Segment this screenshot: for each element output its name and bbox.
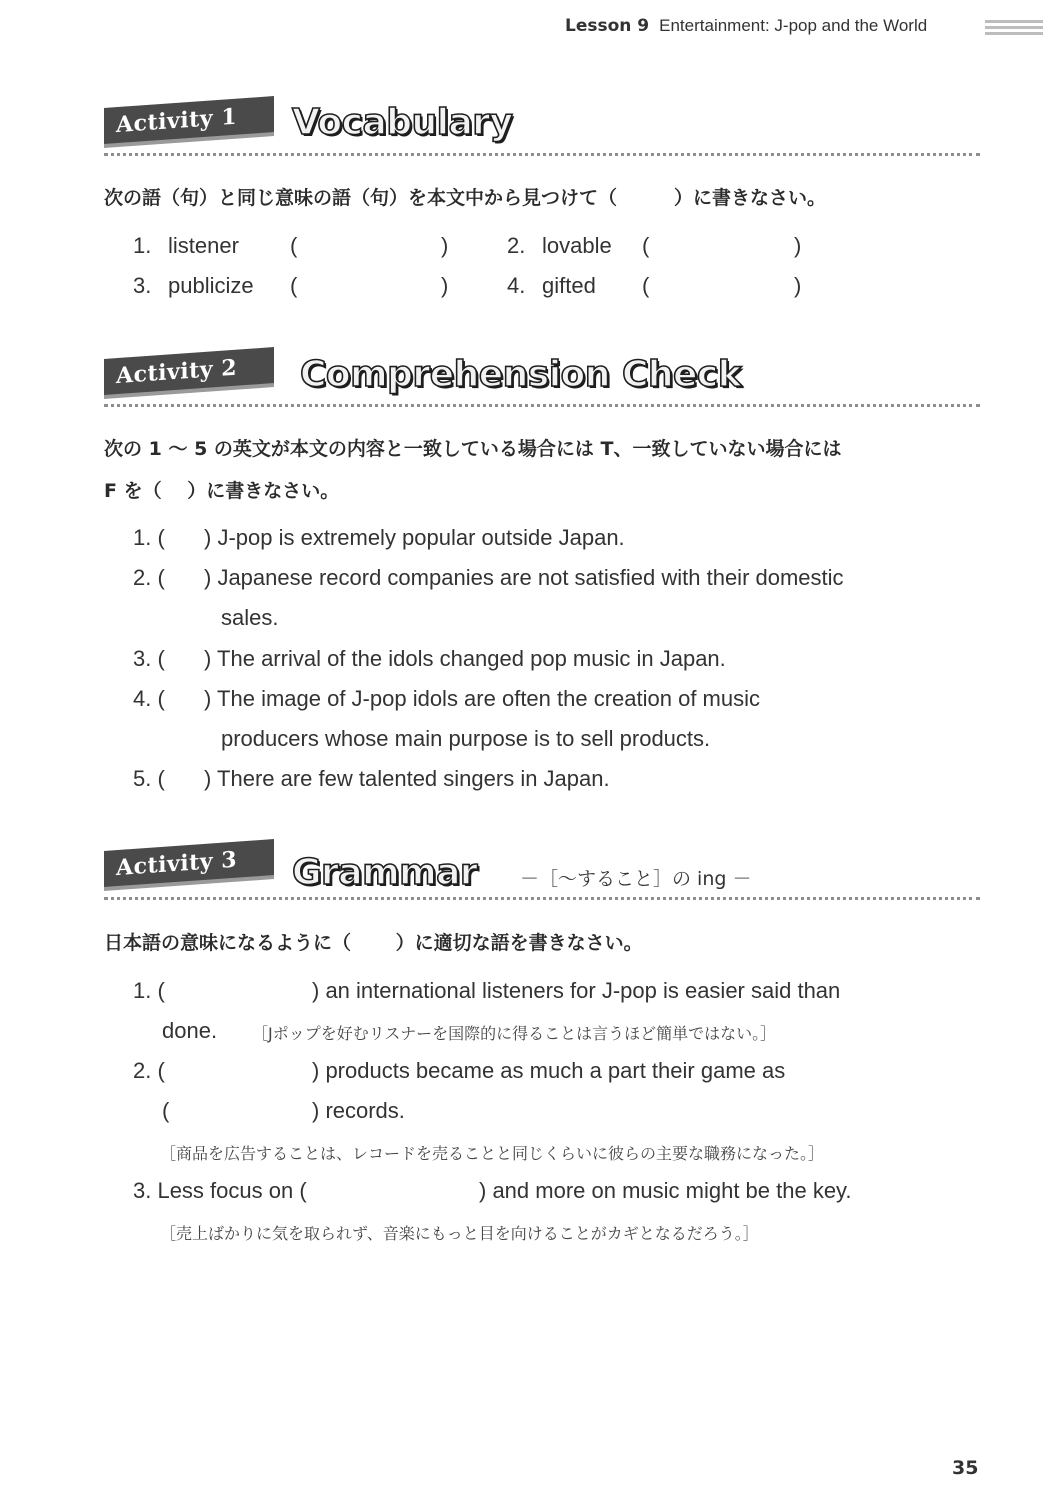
japanese-translation: ［売上ばかりに気を取られず、音楽にもっと目を向けることがカギとなるだろう。］	[160, 1224, 759, 1243]
item-text: ) The image of J-pop idols are often the creation of music	[204, 686, 760, 711]
activity3-title: Grammar	[292, 852, 478, 893]
lesson-label: Lesson 9	[565, 16, 650, 36]
item-number: 1. (	[133, 978, 165, 1003]
activity1-title: Vocabulary	[292, 102, 513, 143]
item-text: ) products became as much a part their game as	[312, 1058, 786, 1083]
item-text-continuation: sales.	[221, 605, 279, 630]
activity3-subtitle: －［～すること］の ing －	[520, 868, 752, 890]
paren-open: (	[162, 1098, 170, 1123]
item-text: ) Japanese record companies are not satisfied with their domestic	[204, 565, 844, 590]
item-text: ) and more on music might be the key.	[479, 1178, 852, 1203]
item-text: ) J-pop is extremely popular outside Japan.	[204, 525, 625, 550]
vocab-num: 4.	[507, 273, 526, 298]
activity1-instruction: 次の語（句）と同じ意味の語（句）を本文中から見つけて（ ）に書きなさい。	[104, 187, 827, 209]
header-bars-decoration	[985, 20, 1043, 38]
activity2-instruction-line1: 次の 1 ～ 5 の英文が本文の内容と一致している場合には T、一致していない場合には	[104, 438, 842, 460]
activity2-title: Comprehension Check	[300, 354, 742, 395]
paren-open: (	[642, 233, 650, 258]
divider	[104, 897, 980, 900]
vocab-word: lovable	[542, 233, 612, 258]
item-number: 2. (	[133, 1058, 165, 1083]
page-number: 35	[952, 1457, 979, 1479]
paren-close: )	[794, 273, 802, 298]
item-lead-text: 3. Less focus on (	[133, 1178, 307, 1203]
item-number: 4. (	[133, 686, 165, 711]
paren-close: )	[794, 233, 802, 258]
vocab-num: 2.	[507, 233, 526, 258]
item-text-continuation: done.	[162, 1018, 218, 1043]
divider	[104, 153, 980, 156]
japanese-translation: ［商品を広告することは、レコードを売ることと同じくらいに彼らの主要な職務になった。］	[160, 1144, 825, 1163]
activity3-tag: Activity 3	[104, 839, 274, 887]
item-text: ) an international listeners for J-pop is easier said than	[312, 978, 841, 1003]
item-text-continuation: ) records.	[312, 1098, 405, 1123]
item-number: 5. (	[133, 766, 165, 791]
item-number: 2. (	[133, 565, 165, 590]
activity3-instruction: 日本語の意味になるように（ ）に適切な語を書きなさい。	[104, 932, 643, 954]
paren-open: (	[290, 273, 298, 298]
divider	[104, 404, 980, 407]
vocab-word: gifted	[542, 273, 596, 298]
vocab-num: 1.	[133, 233, 152, 258]
activity2-instruction-line2: F を（ ）に書きなさい。	[104, 480, 340, 502]
activity2-tag: Activity 2	[104, 347, 274, 395]
paren-open: (	[290, 233, 298, 258]
japanese-translation: ［Jポップを好むリスナーを国際的に得ることは言うほど簡単ではない。］	[252, 1024, 777, 1043]
vocab-word: publicize	[168, 273, 254, 298]
vocab-word: listener	[168, 233, 239, 258]
running-header	[565, 16, 927, 36]
paren-close: )	[441, 233, 449, 258]
lesson-subtitle: Entertainment: J-pop and the World	[659, 16, 928, 35]
paren-open: (	[642, 273, 650, 298]
activity1-tag: Activity 1	[104, 96, 274, 144]
item-text-continuation: producers whose main purpose is to sell products.	[221, 726, 711, 751]
item-text: ) There are few talented singers in Japan.	[204, 766, 610, 791]
item-number: 3. (	[133, 646, 165, 671]
item-text: ) The arrival of the idols changed pop music in Japan.	[204, 646, 726, 671]
vocab-num: 3.	[133, 273, 152, 298]
item-number: 1. (	[133, 525, 165, 550]
paren-close: )	[441, 273, 449, 298]
